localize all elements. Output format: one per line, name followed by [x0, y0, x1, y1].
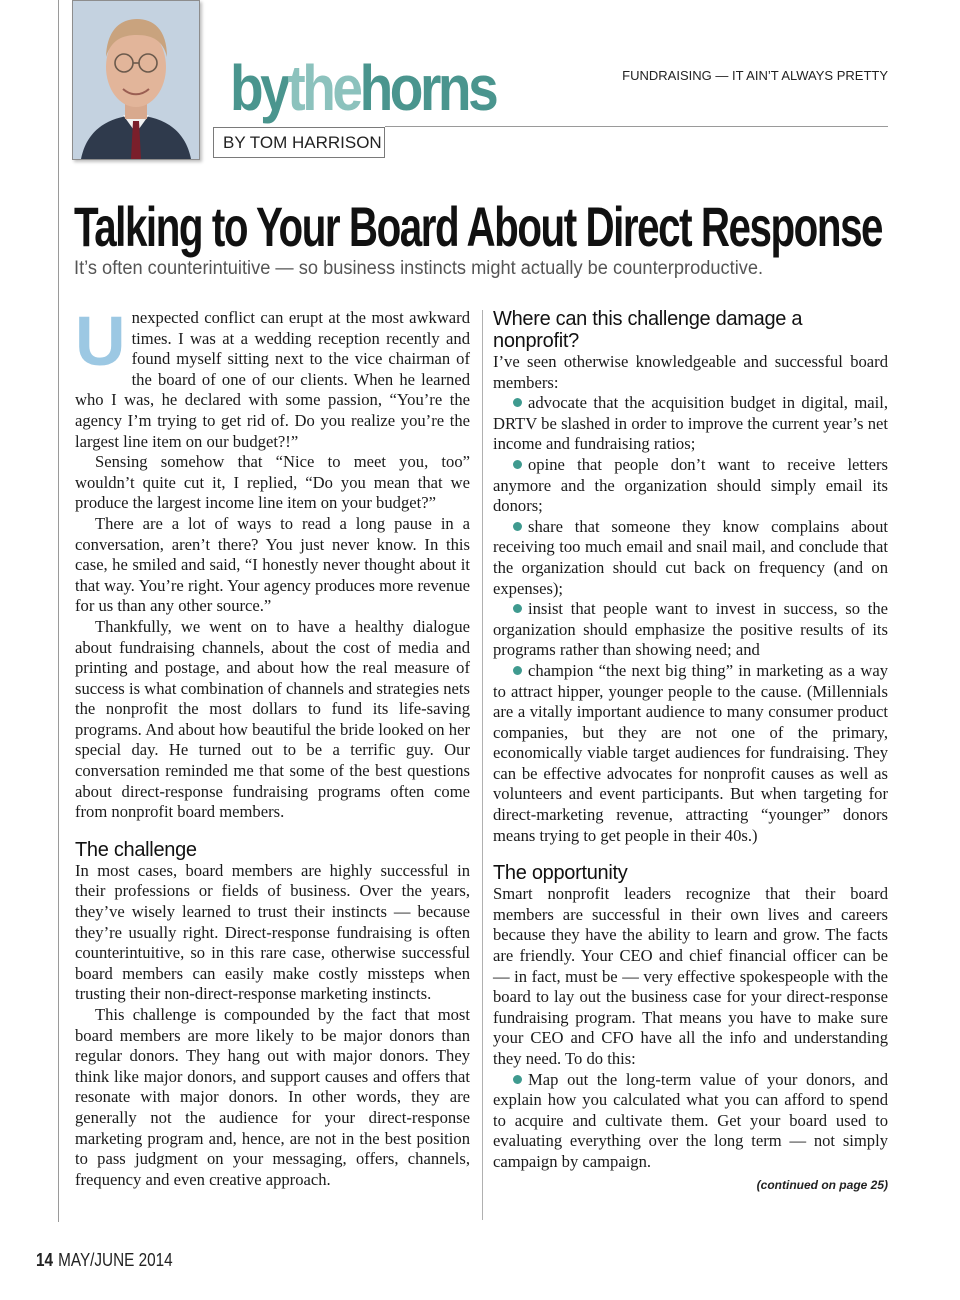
column-logo-by: by	[230, 52, 288, 124]
body-paragraph: Sensing somehow that “Nice to meet you, too” wouldn’t quite cut it, I replied, “Do you mean that we produce the largest income line item on your budget?”	[75, 452, 470, 513]
bullet-icon	[513, 522, 522, 531]
continued-link[interactable]: (continued on page 25)	[756, 1177, 888, 1192]
bullet-icon	[513, 604, 522, 613]
list-item	[493, 517, 888, 599]
list-item	[493, 599, 888, 661]
list-item-text: share that someone they know complains about receiving too much email and snail mail, and conclude that the organization should cut back on frequency (and on expenses);	[493, 516, 888, 598]
bullet-icon	[513, 460, 522, 469]
list-item-text: Map out the long-term value of your donors, and explain how you calculated what you can afford to spend to acquire and cultivate them. Get your board used to evaluating everything over the long term — not simply campaign by campaign.	[493, 1069, 888, 1171]
list-item-text: opine that people don’t want to receive letters anymore and the organization should simply email its donors;	[493, 454, 888, 516]
section-label: FUNDRAISING — IT AIN’T ALWAYS PRETTY	[622, 68, 888, 83]
column-divider	[482, 310, 483, 1220]
page-number: 14	[36, 1250, 54, 1270]
column-logo-the: the	[287, 52, 360, 124]
damage-list	[493, 393, 888, 846]
bullet-icon	[513, 1075, 522, 1084]
headline: Talking to Your Board About Direct Response	[74, 195, 883, 258]
intro-text: nexpected conflict can erupt at the most awkward times. I was at a wedding reception recently and found myself sitting next to the vice chairman of the board of one of our clients. When he learned who I was, he declared with some passion, “You’re the agency I’m trying to get rid of. Do you realize you’re the largest line item on our budget?!”	[75, 308, 470, 451]
body-paragraph: This challenge is compounded by the fact that most board members are more likely to be major donors than regular donors. They hang out with major donors. They think like major donors, and support causes and offers that resonate with major donors. In other words, they are generally not the audience for your direct-response marketing program and, hence, are not in the best position to pass judgment on your messaging, offers, channels, frequency and even creative approach.	[75, 1005, 470, 1189]
list-item-text: advocate that the acquisition budget in digital, mail, DRTV be slashed in order to improve the current year’s net income and fundraising ratios;	[493, 393, 888, 454]
subhead-damage: Where can this challenge damage a nonprofit?	[493, 308, 803, 352]
body-paragraph: In most cases, board members are highly successful in their professions or fields of business. Over the years, they’ve wisely learned to trust their instincts — because they’re usually right. Direct-response fundraising is often counterintuitive, so in this rare case, otherwise successful board members can easily make costly missteps when trusting their non-direct-response marketing instincts.	[75, 860, 470, 1004]
body-paragraph: Thankfully, we went on to have a healthy dialogue about fundraising channels, about the cost of media and printing and postage, and about how the real measure of success is what combination of channels and strategies nets the nonprofit the most dollars to fund its life-saving programs. And about how beautiful the bride looked on her special day. He turned out to be a terrific guy. Our conversation reminded me that some of the best questions about direct-response fundraising programs often come from nonprofit board members.	[75, 616, 470, 822]
opportunity-list	[493, 1070, 888, 1173]
list-item-text: champion “the next big thing” in marketing as a way to attract hipper, younger people to the cause. (Millennials are a vitally important audience to many consumer product companies, but they are not one of the primary, economically viable target audiences for fundraising. They can be effective advocates for nonprofit causes as well as volunteers and event participants. But when targeting for direct-marketing revenue, attracting “younger” donors means trying to get people in their 40s.)	[493, 660, 888, 845]
subhead-challenge: The challenge	[75, 838, 197, 861]
right-column	[493, 308, 888, 1195]
list-item	[493, 1070, 888, 1173]
column-logo-horns: horns	[359, 52, 496, 124]
margin-rule	[58, 0, 59, 1222]
list-item-text: insist that people want to invest in success, so the organization should emphasize the positive results of its programs rather than showing need; and	[493, 599, 888, 660]
intro-paragraph	[75, 302, 470, 452]
subhead-opportunity: The opportunity	[493, 862, 628, 885]
folio	[36, 1250, 173, 1271]
drop-cap: U	[75, 302, 126, 380]
body-paragraph: Smart nonprofit leaders recognize that their board members are successful in their own lives and careers because they have the ability to learn and grow. The facts are friendly. Your CEO and chief financial officer can be — in fact, must be — very effective spokespeople with the board to lay out the business case for your direct-response fundraising program. That means you have to make sure your CEO and CFO have all the info and understanding they need. To do this:	[493, 884, 888, 1068]
list-item	[493, 455, 888, 517]
list-item	[493, 393, 888, 455]
left-column	[75, 302, 470, 1190]
column-logo	[230, 52, 495, 124]
body-paragraph: I’ve seen otherwise knowledgeable and successful board members:	[493, 352, 888, 392]
bullet-icon	[513, 666, 522, 675]
byline: BY TOM HARRISON	[213, 127, 385, 158]
header-rule	[385, 126, 888, 127]
issue-date: MAY/JUNE 2014	[58, 1250, 173, 1270]
author-photo	[72, 0, 200, 160]
deck: It’s often counterintuitive — so business instincts might actually be counterproductive.	[74, 258, 764, 279]
list-item	[493, 661, 888, 846]
bullet-icon	[513, 398, 522, 407]
body-paragraph: There are a lot of ways to read a long pause in a conversation, aren’t there? You just never know. In this case, he smiled and said, “I honestly never thought about it that way. You’re right. Your agency produces more revenue for us than any other source.”	[75, 513, 470, 616]
